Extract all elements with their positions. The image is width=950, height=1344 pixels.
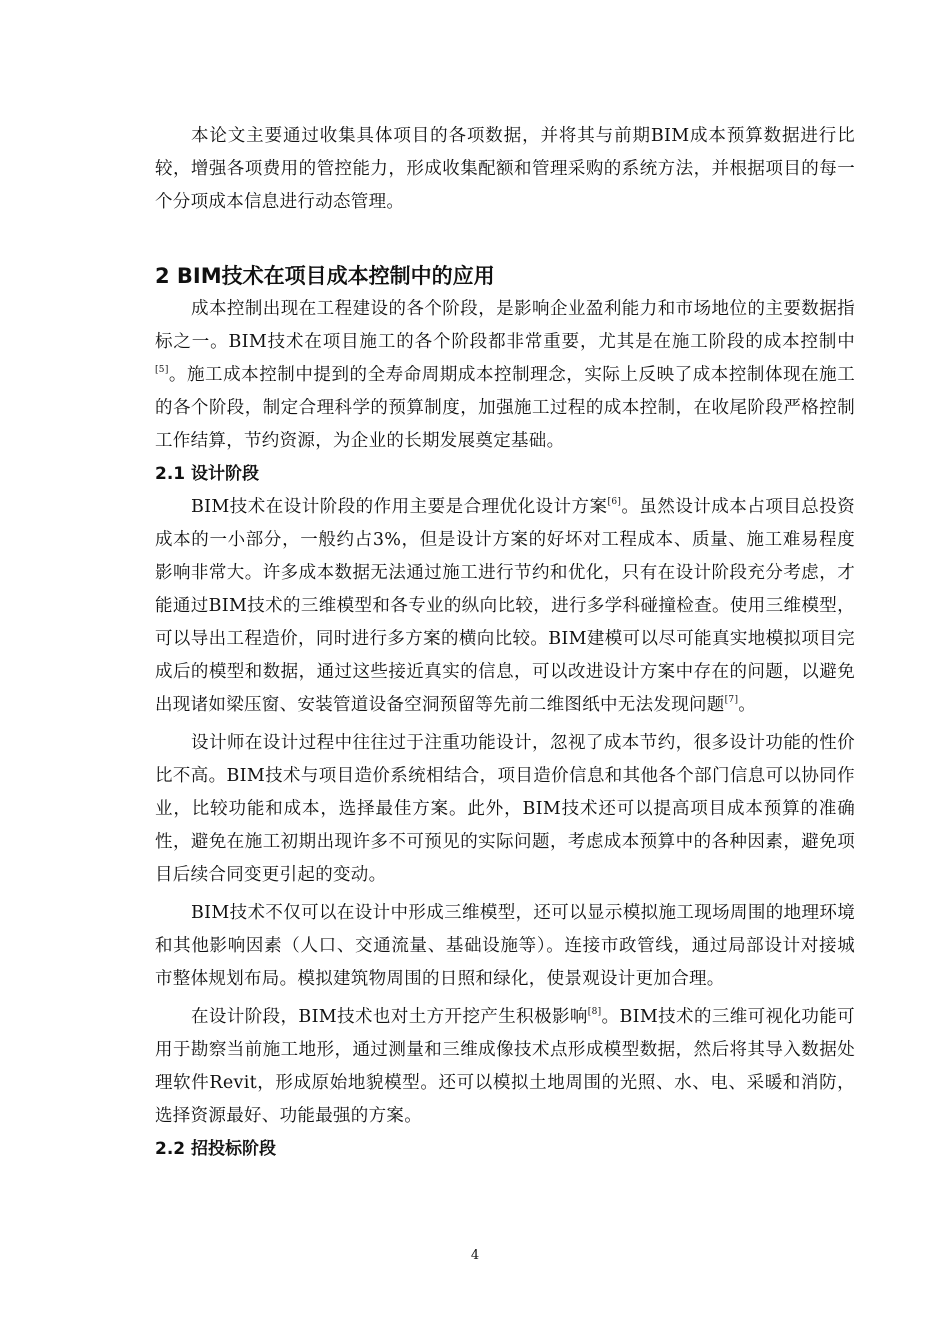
section-2-heading: 2 BIM技术在项目成本控制中的应用 [155, 264, 495, 288]
section-2-2-heading: 2.2 招投标阶段 [155, 1139, 277, 1159]
section-2-1-paragraph-1 [155, 491, 855, 722]
section-2-text-a: 成本控制出现在工程建设的各个阶段，是影响企业盈利能力和市场地位的主要数据指标之一。BIM技术在项目施工的各个阶段都非常重要，尤其是在施工阶段的成本控制中 [155, 299, 855, 352]
p4-text-b: 。BIM技术的三维可视化功能可用于勘察当前施工地形，通过测量和三维成像技术点形成模型数据，然后将其导入数据处理软件Revit，形成原始地貌模型。还可以模拟土地周围的光照、水、电、采暖和消防，选择资源最好、功能最强的方案。 [155, 1007, 855, 1126]
section-2-text-b: 。施工成本控制中提到的全寿命周期成本控制理念，实际上反映了成本控制体现在施工的各个阶段，制定合理科学的预算制度，加强施工过程的成本控制，在收尾阶段严格控制工作结算，节约资源，为企业的长期发展奠定基础。 [155, 365, 855, 451]
section-2-1-paragraph-2 [155, 727, 855, 892]
page-number: 4 [470, 1248, 480, 1263]
intro-text: 本论文主要通过收集具体项目的各项数据，并将其与前期BIM成本预算数据进行比较，增强各项费用的管控能力，形成收集配额和管理采购的系统方法，并根据项目的每一个分项成本信息进行动态管理。 [155, 126, 855, 212]
intro-paragraph [155, 120, 855, 219]
p1-text-b: 。虽然设计成本占项目总投资成本的一小部分，一般约占3%，但是设计方案的好坏对工程成本、质量、施工难易程度影响非常大。许多成本数据无法通过施工进行节约和优化，只有在设计阶段充分考虑，才能通过BIM技术的三维模型和各专业的纵向比较，进行多学科碰撞检查。使用三维模型，可以导出工程造价，同时进行多方案的横向比较。BIM建模可以尽可能真实地模拟项目完成后的模型和数据，通过这些接近真实的信息，可以改进设计方案中存在的问题，以避免出现诸如梁压窗、安装管道设备空洞预留等先前二维图纸中无法发现问题 [155, 497, 856, 715]
citation-7[interactable]: [7] [724, 695, 739, 705]
citation-8[interactable]: [8] [587, 1007, 602, 1017]
p1-text-c: 。 [738, 695, 757, 715]
section-2-paragraph [155, 293, 855, 458]
p4-text-a: 在设计阶段，BIM技术也对土方开挖产生积极影响 [191, 1007, 588, 1027]
section-2-1-heading: 2.1 设计阶段 [155, 464, 260, 484]
citation-6[interactable]: [6] [607, 497, 622, 507]
p3-text: BIM技术不仅可以在设计中形成三维模型，还可以显示模拟施工现场周围的地理环境和其他影响因素（人口、交通流量、基础设施等）。连接市政管线，通过局部设计对接城市整体规划布局。模拟建筑物周围的日照和绿化，使景观设计更加合理。 [155, 903, 855, 989]
p2-text: 设计师在设计过程中往往过于注重功能设计，忽视了成本节约，很多设计功能的性价比不高。BIM技术与项目造价系统相结合，项目造价信息和其他各个部门信息可以协同作业，比较功能和成本，选择最佳方案。此外，BIM技术还可以提高项目成本预算的准确性，避免在施工初期出现许多不可预见的实际问题，考虑成本预算中的各种因素，避免项目后续合同变更引起的变动。 [155, 733, 855, 885]
citation-5[interactable]: [5] [155, 365, 169, 375]
section-2-1-paragraph-4 [155, 1001, 855, 1133]
document-body [155, 120, 855, 1166]
section-2-1-paragraph-3 [155, 897, 855, 996]
p1-text-a: BIM技术在设计阶段的作用主要是合理优化设计方案 [191, 497, 608, 517]
